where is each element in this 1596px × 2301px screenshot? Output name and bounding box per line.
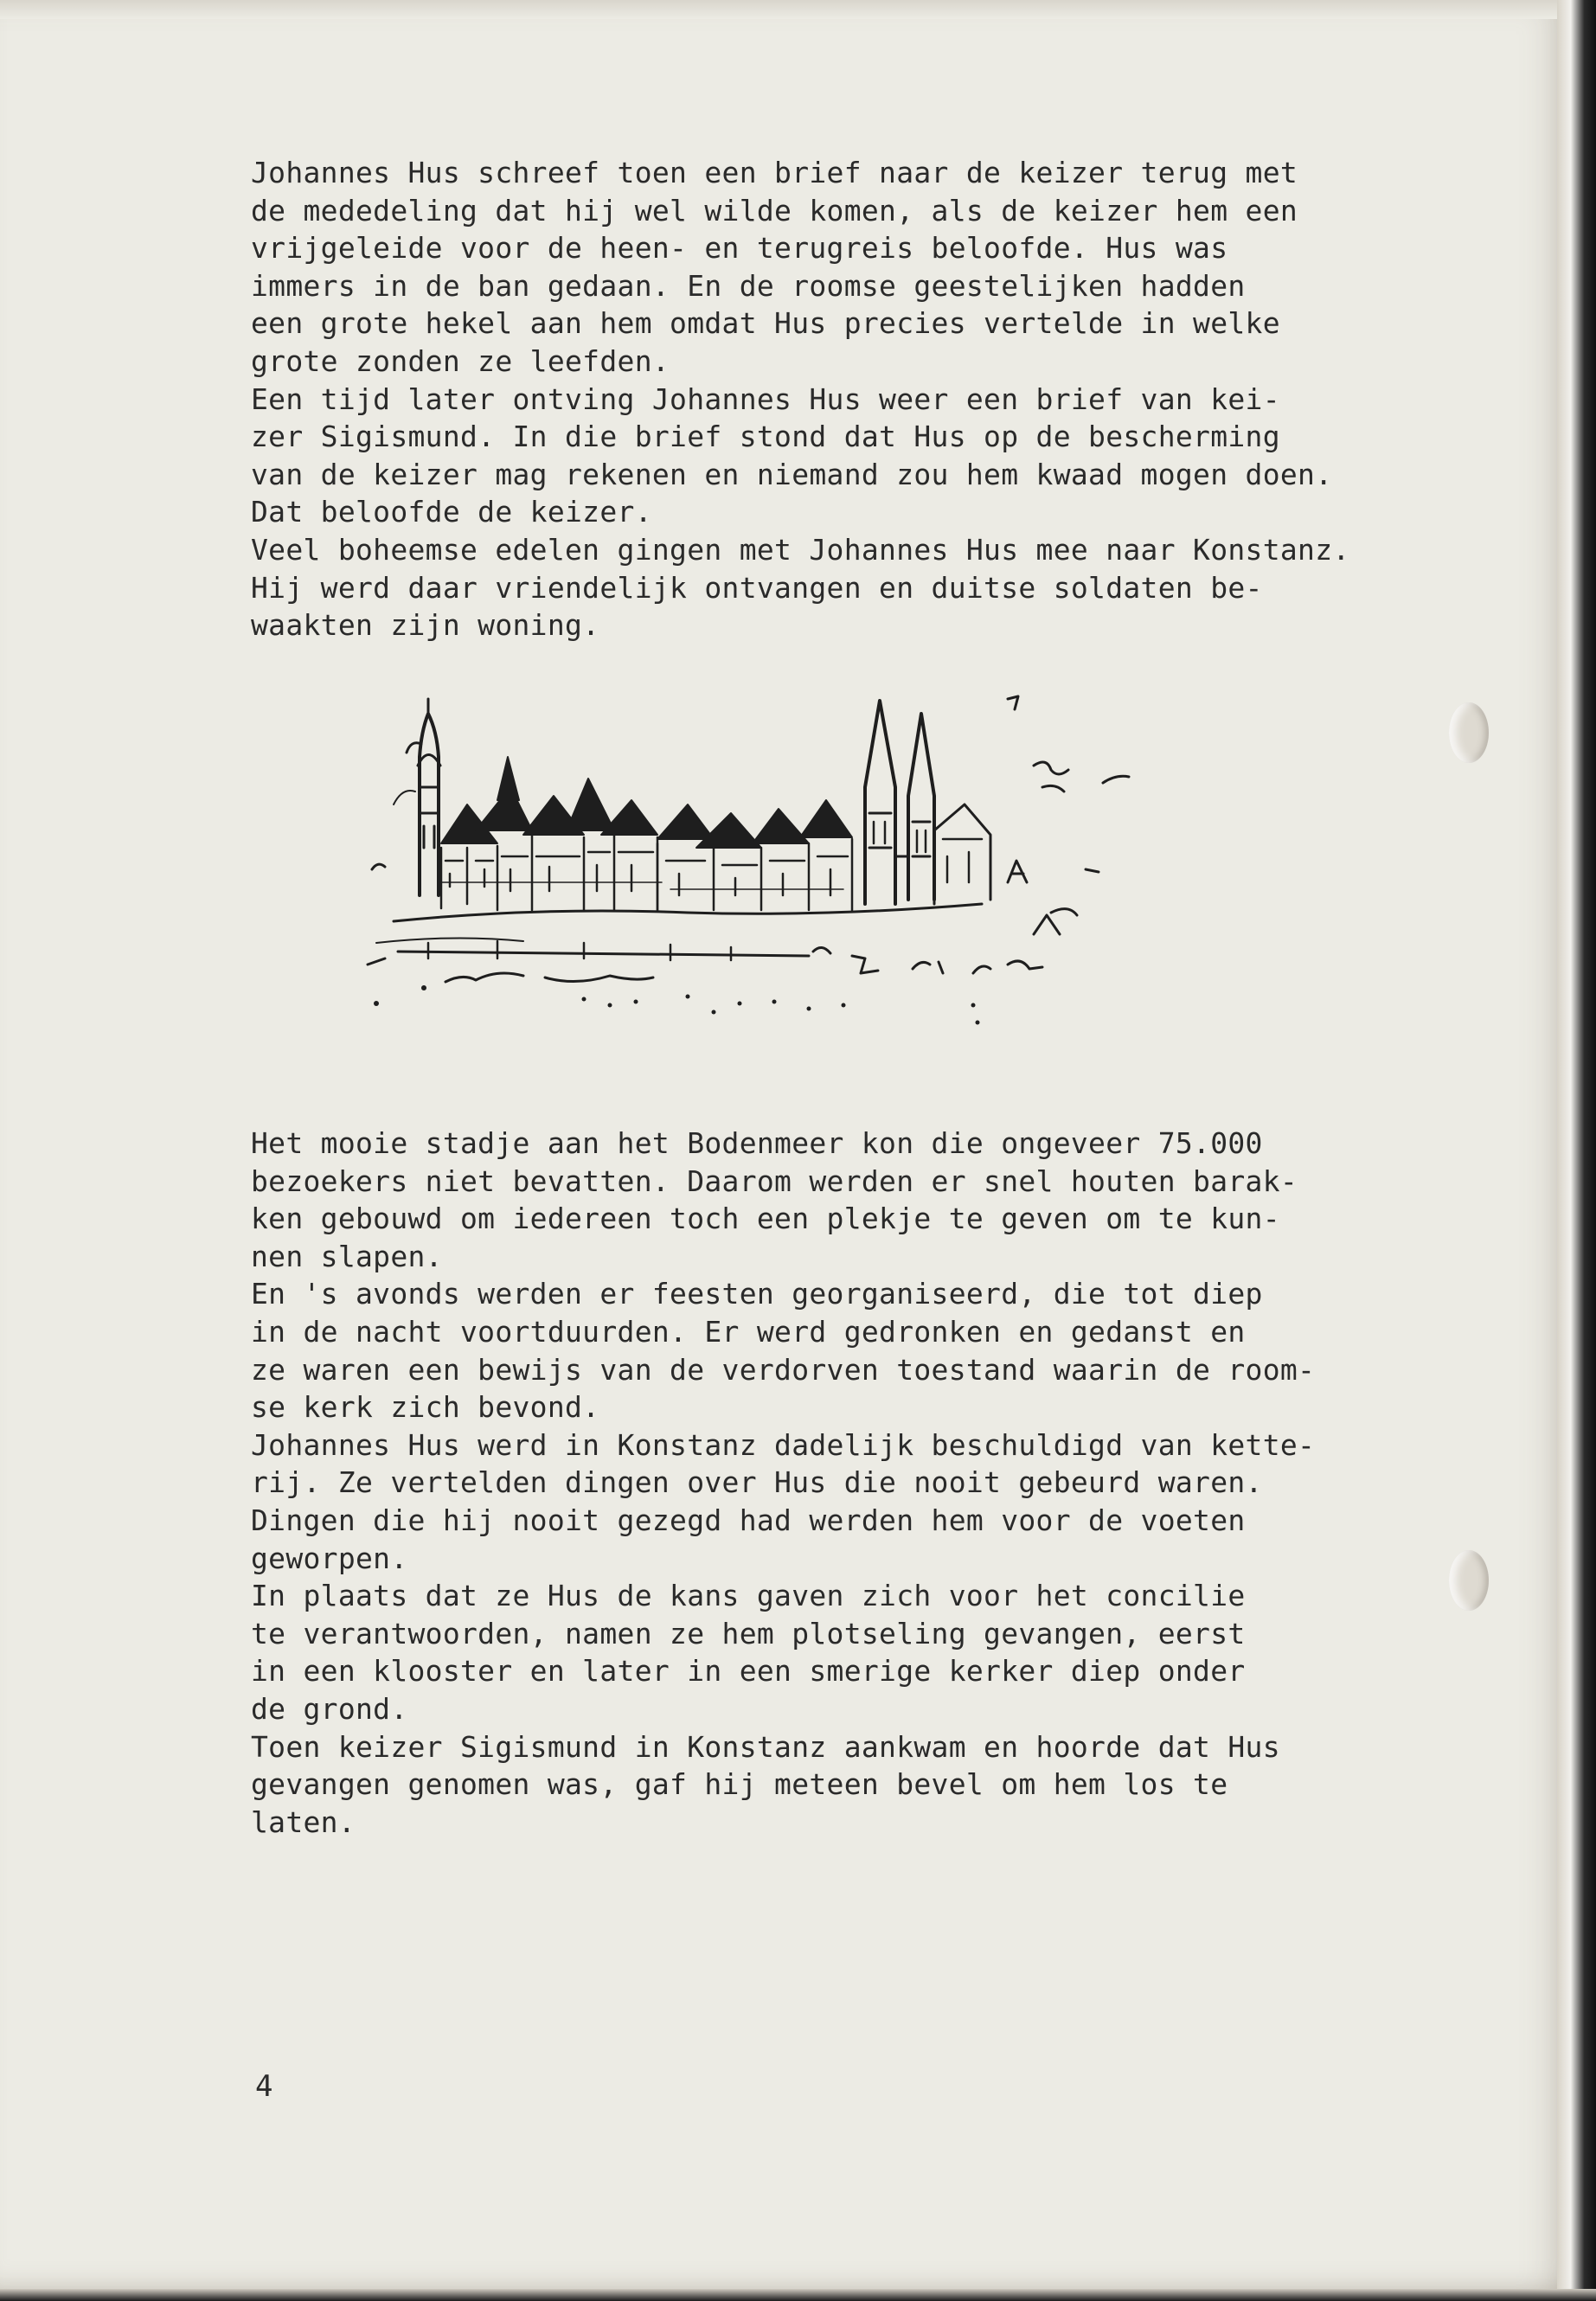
text-line: van de keizer mag rekenen en niemand zou hem kwaad mogen doen.	[251, 457, 1333, 491]
cathedral-twin-spires	[865, 701, 934, 904]
text-line: grote zonden ze leefden.	[251, 343, 670, 378]
text-line: een grote hekel aan hem omdat Hus precies vertelde in welke	[251, 306, 1280, 341]
center-roofs	[657, 800, 852, 848]
text-line: ze waren een bewijs van de verdorven toestand waarin de room-	[251, 1352, 1316, 1387]
text-line: Johannes Hus werd in Konstanz dadelijk beschuldigd van kette-	[251, 1427, 1316, 1462]
right-buildings	[934, 804, 1077, 934]
text-line: in de nacht voortduurden. Er werd gedronken en gedanst en	[251, 1314, 1246, 1349]
text-line: Veel boheemse edelen gingen met Johannes Hus mee naar Konstanz.	[251, 532, 1350, 567]
text-line: de mededeling dat hij wel wilde komen, als de keizer hem een	[251, 193, 1298, 228]
dotted-marks	[374, 985, 980, 1025]
page-top-edge	[0, 0, 1596, 19]
text-line: Een tijd later ontving Johannes Hus weer een brief van kei-	[251, 381, 1280, 416]
shoreline	[368, 904, 982, 965]
house-facades	[441, 835, 662, 910]
text-line: vrijgeleide voor de heen- en terugreis beloofde. Hus was	[251, 231, 1228, 266]
left-church-tower	[394, 699, 440, 895]
left-roofs	[441, 757, 657, 843]
text-line: Hij werd daar vriendelijk ontvangen en duitse soldaten be-	[251, 570, 1263, 605]
text-line: de grond.	[251, 1691, 408, 1726]
text-line: rij. Ze vertelden dingen over Hus die nooit gebeurd waren.	[251, 1465, 1263, 1500]
text-line: In plaats dat ze Hus de kans gaven zich voor het concilie	[251, 1579, 1246, 1613]
text-line: geworpen.	[251, 1541, 408, 1575]
text-line: Het mooie stadje aan het Bodenmeer kon die ongeveer 75.000	[251, 1126, 1263, 1160]
text-line: Toen keizer Sigismund in Konstanz aankwam en hoorde dat Hus	[251, 1729, 1280, 1764]
text-line: immers in de ban gedaan. En de roomse geestelijken hadden	[251, 268, 1246, 303]
text-line: Johannes Hus schreef toen een brief naar de keizer terug met	[251, 156, 1298, 189]
konstanz-town-sketch	[324, 683, 1172, 1029]
text-line: bezoekers niet bevatten. Daarom werden er snel houten barak-	[251, 1163, 1298, 1198]
paragraph-block-lower	[251, 1125, 1479, 1841]
text-line: se kerk zich bevond.	[251, 1390, 600, 1425]
text-line: zer Sigismund. In die brief stond dat Hus op de bescherming	[251, 420, 1280, 454]
text-line: te verantwoorden, namen ze hem plotseling gevangen, eerst	[251, 1616, 1246, 1650]
text-line: gevangen genomen was, gaf hij meteen bevel om hem los te	[251, 1767, 1228, 1802]
text-line: laten.	[251, 1804, 356, 1839]
page-binding-edge	[1557, 0, 1596, 2301]
text-line: waakten zijn woning.	[251, 608, 600, 643]
punch-hole-top	[1449, 702, 1489, 763]
text-line: nen slapen.	[251, 1239, 443, 1273]
text-line: Dat beloofde de keizer.	[251, 495, 652, 529]
text-line: in een klooster en later in een smerige kerker diep onder	[251, 1654, 1246, 1689]
page-bottom-edge	[0, 2289, 1596, 2301]
page-number: 4	[255, 2069, 273, 2104]
paragraph-block-upper	[251, 154, 1479, 644]
text-line: En 's avonds werden er feesten georganiseerd, die tot diep	[251, 1277, 1263, 1311]
text-line: Dingen die hij nooit gezegd had werden hem voor de voeten	[251, 1503, 1246, 1537]
text-line: ken gebouwd om iedereen toch een plekje te geven om te kun-	[251, 1202, 1280, 1236]
center-facades	[657, 839, 852, 910]
